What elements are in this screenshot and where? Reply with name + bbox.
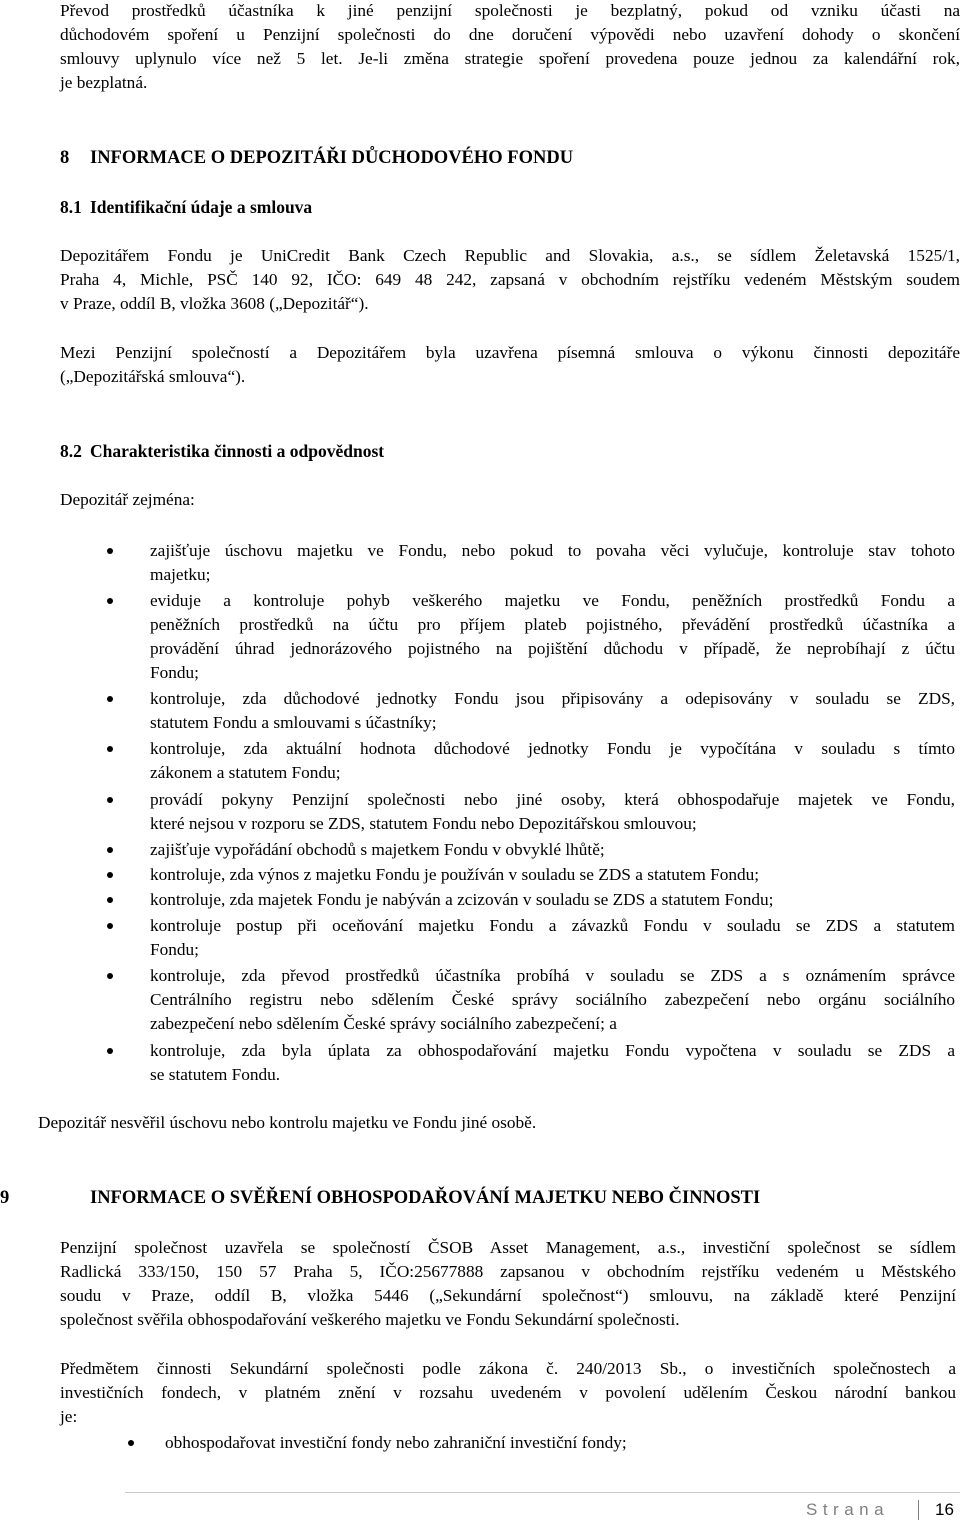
list-item-line: kontroluje, zda majetek Fondu je nabýván a zcizován v souladu se ZDS a statutem Fondu;: [150, 890, 774, 909]
bullet-icon: [107, 696, 113, 702]
list-item-line: zajišťuje vypořádání obchodů s majetkem Fondu v obvyklé lhůtě;: [150, 840, 605, 859]
bullet-icon: [107, 746, 113, 752]
list-item-line: kontroluje, zda výnos z majetku Fondu je používán v souladu se ZDS a statutem Fondu;: [150, 865, 760, 884]
bullet-icon: [107, 897, 113, 903]
list-item-line: které nejsou v rozporu se ZDS, statutem Fondu nebo Depozitářskou smlouvou;: [150, 814, 697, 833]
text-line: Radlická 333/150, 150 57 Praha 5, IČO:25677888 zapsanou v obchodním rejstříku vedeném u Městského: [60, 1262, 956, 1281]
list-item-line: eviduje a kontroluje pohyb veškerého majetku ve Fondu, peněžních prostředků Fondu a: [150, 591, 955, 610]
bullet-icon: [107, 973, 113, 979]
list-lead: Depozitář zejména:: [60, 490, 195, 509]
list-item-line: kontroluje, zda převod prostředků účastníka probíhá v souladu se ZDS a s oznámením správce: [150, 966, 955, 985]
section-title: INFORMACE O DEPOZITÁŘI DŮCHODOVÉHO FONDU: [90, 148, 574, 168]
list-item-line: provádění úhrad jednorázového pojistného na pojištění důchodu v případě, že neprobíhají z účtu: [150, 639, 955, 658]
list-item-line: peněžních prostředků na účtu pro příjem plateb pojistného, převádění prostředků účastníka a: [150, 615, 955, 634]
text-line: investičních fondech, v platném znění v rozsahu uvedeném v povolení udělením Českou národní bankou: [60, 1383, 956, 1402]
list-item-line: kontroluje, zda aktuální hodnota důchodové jednotky Fondu je vypočítána v souladu s tímto: [150, 739, 955, 758]
section-number: 9: [0, 1188, 10, 1208]
list-item-line: kontroluje postup při oceňování majetku Fondu a závazků Fondu v souladu se ZDS a statutem: [150, 916, 955, 935]
footer-page-label: Strana: [806, 1500, 890, 1519]
page-number: 16: [935, 1500, 954, 1519]
footer-rule: [125, 1492, 960, 1493]
text-line: je bezplatná.: [60, 73, 148, 92]
text-line: v Praze, oddíl B, vložka 3608 („Depozitář“).: [60, 294, 369, 313]
bullet-icon: [107, 872, 113, 878]
bullet-icon: [107, 1048, 113, 1054]
list-item-line: se statutem Fondu.: [150, 1065, 281, 1084]
bullet-icon: [107, 797, 113, 803]
list-item-line: zákonem a statutem Fondu;: [150, 763, 341, 782]
list-item-line: zajišťuje úschovu majetku ve Fondu, nebo pokud to povaha věci vylučuje, kontroluje stav tohoto: [150, 541, 955, 560]
list-item-line: Centrálního registru nebo sdělením České správy sociálního zabezpečení nebo orgánu sociálního: [150, 990, 955, 1009]
text-line: Depozitářem Fondu je UniCredit Bank Czech Republic and Slovakia, a.s., se sídlem Želetavská 1525/1,: [60, 246, 960, 265]
subsection-number: 8.1: [60, 197, 82, 217]
text-line: Převod prostředků účastníka k jiné penzijní společnosti je bezplatný, pokud od vzniku účasti na: [60, 1, 960, 20]
subsection-number: 8.2: [60, 441, 82, 461]
text-line: společnost svěřila obhospodařování veškerého majetku ve Fondu Sekundární společnosti.: [60, 1310, 680, 1329]
list-item-line: majetku;: [150, 565, 211, 584]
text-line: („Depozitářská smlouva“).: [60, 367, 246, 386]
text-line: Penzijní společnost uzavřela se společností ČSOB Asset Management, a.s., investiční společnost se sídlem: [60, 1238, 956, 1257]
section-number: 8: [60, 148, 70, 168]
text-line: je:: [60, 1407, 78, 1426]
list-item-line: obhospodařovat investiční fondy nebo zahraniční investiční fondy;: [165, 1433, 627, 1452]
list-item-line: statutem Fondu a smlouvami s účastníky;: [150, 713, 437, 732]
text-line: smlouvy uplynulo více než 5 let. Je-li změna strategie spoření provedena pouze jednou za kalendářní rok,: [60, 49, 960, 68]
bullet-icon: [107, 923, 113, 929]
list-item-line: provádí pokyny Penzijní společnosti nebo jiné osoby, která obhospodařuje majetek ve Fondu,: [150, 790, 955, 809]
list-item-line: kontroluje, zda byla úplata za obhospodařování majetku Fondu vypočtena v souladu se ZDS a: [150, 1041, 955, 1060]
section-title: INFORMACE O SVĚŘENÍ OBHOSPODAŘOVÁNÍ MAJETKU NEBO ČINNOSTI: [90, 1188, 761, 1208]
subsection-title: Charakteristika činnosti a odpovědnost: [90, 441, 385, 461]
list-item-line: kontroluje, zda důchodové jednotky Fondu jsou připisovány a odepisovány v souladu se ZDS,: [150, 689, 955, 708]
footer-separator: [918, 1500, 919, 1520]
text-line: Předmětem činnosti Sekundární společnosti podle zákona č. 240/2013 Sb., o investičních společnostech a: [60, 1359, 956, 1378]
text-line: soudu v Praze, oddíl B, vložka 5446 („Sekundární společnost“) smlouvu, na základě které Penzijní: [60, 1286, 956, 1305]
bullet-icon: [107, 548, 113, 554]
text-line: Praha 4, Michle, PSČ 140 92, IČO: 649 48 242, zapsaná v obchodním rejstříku vedeném Městským soudem: [60, 270, 960, 289]
closing-statement: Depozitář nesvěřil úschovu nebo kontrolu majetku ve Fondu jiné osobě.: [38, 1113, 537, 1132]
text-line: důchodovém spoření u Penzijní společnosti do dne doručení výpovědi nebo uzavření dohody o skončení: [60, 25, 960, 44]
bullet-icon: [107, 598, 113, 604]
list-item-line: Fondu;: [150, 663, 199, 682]
list-item-line: Fondu;: [150, 940, 199, 959]
bullet-icon: [107, 847, 113, 853]
text-line: Mezi Penzijní společností a Depozitářem byla uzavřena písemná smlouva o výkonu činnosti depozitáře: [60, 343, 960, 362]
list-item-line: zabezpečení nebo sdělením České správy sociálního zabezpečení; a: [150, 1014, 617, 1033]
bullet-icon: [128, 1440, 134, 1446]
subsection-title: Identifikační údaje a smlouva: [90, 197, 313, 217]
